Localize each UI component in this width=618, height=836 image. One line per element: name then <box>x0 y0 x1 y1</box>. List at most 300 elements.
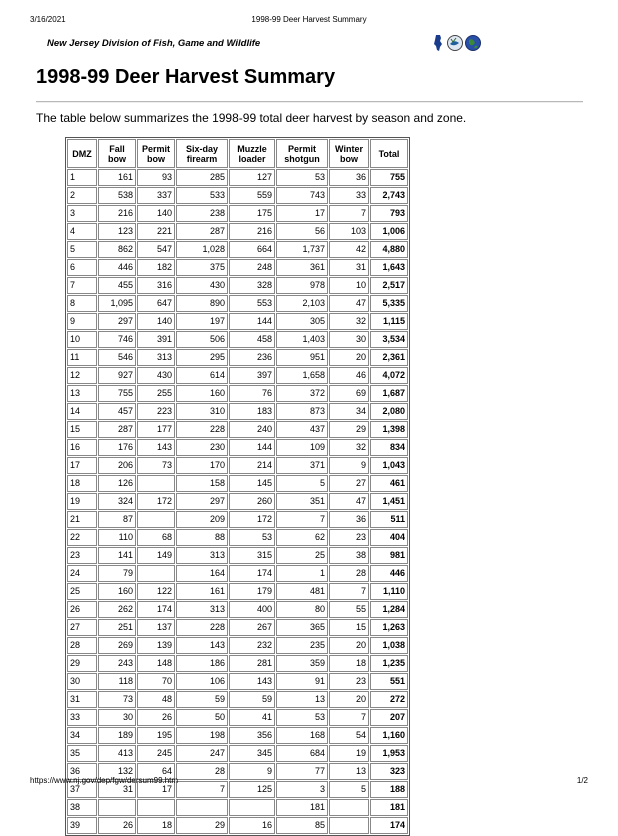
cell-dmz: 18 <box>67 475 97 492</box>
table-row <box>67 655 408 672</box>
cell-permit-shotgun: 305 <box>276 313 328 330</box>
cell-total: 1,953 <box>370 745 408 762</box>
cell-fall-bow: 87 <box>98 511 136 528</box>
cell-muzzle-loader: 240 <box>229 421 275 438</box>
cell-six-day-firearm: 186 <box>176 655 228 672</box>
cell-permit-bow: 255 <box>137 385 175 402</box>
cell-muzzle-loader: 216 <box>229 223 275 240</box>
cell-permit-bow: 430 <box>137 367 175 384</box>
cell-permit-shotgun: 181 <box>276 799 328 816</box>
cell-fall-bow: 243 <box>98 655 136 672</box>
cell-fall-bow: 189 <box>98 727 136 744</box>
cell-muzzle-loader: 144 <box>229 313 275 330</box>
cell-muzzle-loader: 345 <box>229 745 275 762</box>
cell-total: 2,517 <box>370 277 408 294</box>
cell-permit-bow: 391 <box>137 331 175 348</box>
table-row <box>67 673 408 690</box>
cell-total: 4,072 <box>370 367 408 384</box>
cell-total: 3,534 <box>370 331 408 348</box>
cell-permit-shotgun: 437 <box>276 421 328 438</box>
cell-permit-bow: 223 <box>137 403 175 420</box>
cell-winter-bow: 23 <box>329 673 369 690</box>
cell-muzzle-loader: 397 <box>229 367 275 384</box>
page-title: 1998-99 Deer Harvest Summary <box>36 66 336 88</box>
cell-permit-shotgun: 85 <box>276 817 328 834</box>
cell-permit-bow: 182 <box>137 259 175 276</box>
table-row <box>67 601 408 618</box>
col-header-winter-bow: Winter bow <box>329 139 369 168</box>
cell-fall-bow: 110 <box>98 529 136 546</box>
cell-dmz: 11 <box>67 349 97 366</box>
cell-total: 551 <box>370 673 408 690</box>
cell-muzzle-loader: 236 <box>229 349 275 366</box>
table-row <box>67 277 408 294</box>
cell-permit-shotgun: 109 <box>276 439 328 456</box>
cell-dmz: 16 <box>67 439 97 456</box>
cell-muzzle-loader: 260 <box>229 493 275 510</box>
cell-muzzle-loader: 144 <box>229 439 275 456</box>
print-title: 1998-99 Deer Harvest Summary <box>251 15 367 24</box>
cell-dmz: 12 <box>67 367 97 384</box>
col-header-permit-shotgun: Permit shotgun <box>276 139 328 168</box>
horizontal-rule <box>36 101 583 103</box>
cell-muzzle-loader: 559 <box>229 187 275 204</box>
cell-winter-bow: 19 <box>329 745 369 762</box>
cell-six-day-firearm: 88 <box>176 529 228 546</box>
cell-permit-bow: 18 <box>137 817 175 834</box>
cell-dmz: 25 <box>67 583 97 600</box>
cell-total: 1,263 <box>370 619 408 636</box>
cell-six-day-firearm: 310 <box>176 403 228 420</box>
cell-permit-bow: 139 <box>137 637 175 654</box>
cell-permit-shotgun: 371 <box>276 457 328 474</box>
cell-permit-shotgun: 77 <box>276 763 328 780</box>
table-row <box>67 511 408 528</box>
cell-permit-shotgun: 2,103 <box>276 295 328 312</box>
table-row <box>67 169 408 186</box>
print-header <box>30 14 588 26</box>
cell-muzzle-loader: 267 <box>229 619 275 636</box>
cell-winter-bow: 27 <box>329 475 369 492</box>
cell-permit-bow: 140 <box>137 313 175 330</box>
cell-six-day-firearm: 228 <box>176 421 228 438</box>
cell-winter-bow: 103 <box>329 223 369 240</box>
cell-dmz: 15 <box>67 421 97 438</box>
cell-permit-bow: 174 <box>137 601 175 618</box>
cell-fall-bow: 176 <box>98 439 136 456</box>
cell-total: 1,006 <box>370 223 408 240</box>
cell-total: 2,080 <box>370 403 408 420</box>
cell-six-day-firearm: 170 <box>176 457 228 474</box>
cell-permit-shotgun: 7 <box>276 511 328 528</box>
table-row <box>67 205 408 222</box>
cell-six-day-firearm: 106 <box>176 673 228 690</box>
cell-permit-shotgun: 365 <box>276 619 328 636</box>
cell-fall-bow: 262 <box>98 601 136 618</box>
cell-dmz: 9 <box>67 313 97 330</box>
cell-total: 511 <box>370 511 408 528</box>
cell-winter-bow: 5 <box>329 781 369 798</box>
cell-total: 181 <box>370 799 408 816</box>
cell-six-day-firearm: 164 <box>176 565 228 582</box>
cell-six-day-firearm: 297 <box>176 493 228 510</box>
cell-six-day-firearm: 198 <box>176 727 228 744</box>
cell-total: 188 <box>370 781 408 798</box>
cell-dmz: 1 <box>67 169 97 186</box>
cell-muzzle-loader: 328 <box>229 277 275 294</box>
cell-dmz: 26 <box>67 601 97 618</box>
table-row <box>67 457 408 474</box>
intro-text: The table below summarizes the 1998-99 total deer harvest by season and zone. <box>36 111 467 125</box>
cell-six-day-firearm: 533 <box>176 187 228 204</box>
table-row <box>67 223 408 240</box>
cell-winter-bow: 28 <box>329 565 369 582</box>
cell-winter-bow: 54 <box>329 727 369 744</box>
cell-fall-bow: 160 <box>98 583 136 600</box>
cell-fall-bow: 118 <box>98 673 136 690</box>
cell-permit-bow: 64 <box>137 763 175 780</box>
print-footer <box>30 775 588 787</box>
cell-six-day-firearm: 143 <box>176 637 228 654</box>
cell-six-day-firearm: 430 <box>176 277 228 294</box>
table-row <box>67 529 408 546</box>
cell-dmz: 5 <box>67 241 97 258</box>
cell-dmz: 33 <box>67 709 97 726</box>
cell-permit-shotgun: 80 <box>276 601 328 618</box>
cell-fall-bow: 287 <box>98 421 136 438</box>
cell-muzzle-loader <box>229 799 275 816</box>
cell-total: 207 <box>370 709 408 726</box>
cell-fall-bow: 269 <box>98 637 136 654</box>
cell-total: 323 <box>370 763 408 780</box>
cell-dmz: 28 <box>67 637 97 654</box>
cell-permit-bow: 221 <box>137 223 175 240</box>
table-row <box>67 439 408 456</box>
cell-permit-shotgun: 351 <box>276 493 328 510</box>
table-row <box>67 421 408 438</box>
table-row <box>67 331 408 348</box>
cell-winter-bow: 9 <box>329 457 369 474</box>
cell-six-day-firearm: 313 <box>176 547 228 564</box>
cell-total: 461 <box>370 475 408 492</box>
cell-six-day-firearm: 197 <box>176 313 228 330</box>
table-row <box>67 385 408 402</box>
cell-permit-shotgun: 372 <box>276 385 328 402</box>
cell-six-day-firearm: 209 <box>176 511 228 528</box>
table-body <box>67 169 408 834</box>
cell-dmz: 21 <box>67 511 97 528</box>
cell-winter-bow: 7 <box>329 205 369 222</box>
harvest-table <box>65 137 410 836</box>
table-row <box>67 187 408 204</box>
table-row <box>67 619 408 636</box>
cell-total: 174 <box>370 817 408 834</box>
cell-permit-shotgun: 56 <box>276 223 328 240</box>
cell-muzzle-loader: 16 <box>229 817 275 834</box>
cell-six-day-firearm: 50 <box>176 709 228 726</box>
cell-six-day-firearm: 614 <box>176 367 228 384</box>
cell-winter-bow: 36 <box>329 169 369 186</box>
cell-winter-bow: 15 <box>329 619 369 636</box>
cell-total: 1,043 <box>370 457 408 474</box>
cell-six-day-firearm: 506 <box>176 331 228 348</box>
cell-six-day-firearm: 285 <box>176 169 228 186</box>
table-row <box>67 547 408 564</box>
cell-permit-bow: 26 <box>137 709 175 726</box>
cell-dmz: 2 <box>67 187 97 204</box>
cell-winter-bow: 47 <box>329 295 369 312</box>
table-row <box>67 691 408 708</box>
page-number: 1/2 <box>576 776 588 785</box>
cell-six-day-firearm: 161 <box>176 583 228 600</box>
cell-six-day-firearm: 247 <box>176 745 228 762</box>
cell-muzzle-loader: 9 <box>229 763 275 780</box>
cell-fall-bow: 457 <box>98 403 136 420</box>
cell-total: 755 <box>370 169 408 186</box>
cell-total: 834 <box>370 439 408 456</box>
cell-six-day-firearm: 228 <box>176 619 228 636</box>
col-header-total: Total <box>370 139 408 168</box>
cell-dmz: 37 <box>67 781 97 798</box>
cell-muzzle-loader: 400 <box>229 601 275 618</box>
col-header-permit-bow: Permit bow <box>137 139 175 168</box>
cell-six-day-firearm: 1,028 <box>176 241 228 258</box>
cell-six-day-firearm: 230 <box>176 439 228 456</box>
cell-winter-bow: 47 <box>329 493 369 510</box>
cell-winter-bow: 10 <box>329 277 369 294</box>
cell-permit-bow <box>137 799 175 816</box>
table-row <box>67 727 408 744</box>
cell-permit-bow: 122 <box>137 583 175 600</box>
cell-six-day-firearm: 295 <box>176 349 228 366</box>
table-row <box>67 799 408 816</box>
cell-permit-bow: 177 <box>137 421 175 438</box>
cell-six-day-firearm: 28 <box>176 763 228 780</box>
cell-fall-bow: 132 <box>98 763 136 780</box>
cell-fall-bow: 216 <box>98 205 136 222</box>
cell-fall-bow: 413 <box>98 745 136 762</box>
table-row <box>67 313 408 330</box>
table-header-row <box>67 139 408 168</box>
cell-dmz: 14 <box>67 403 97 420</box>
cell-winter-bow <box>329 817 369 834</box>
cell-permit-shotgun: 17 <box>276 205 328 222</box>
cell-permit-bow: 313 <box>137 349 175 366</box>
header-icons <box>432 34 482 52</box>
cell-dmz: 23 <box>67 547 97 564</box>
cell-total: 1,235 <box>370 655 408 672</box>
cell-permit-shotgun: 359 <box>276 655 328 672</box>
table-row <box>67 475 408 492</box>
cell-muzzle-loader: 664 <box>229 241 275 258</box>
cell-total: 1,284 <box>370 601 408 618</box>
cell-muzzle-loader: 127 <box>229 169 275 186</box>
cell-total: 404 <box>370 529 408 546</box>
cell-winter-bow: 29 <box>329 421 369 438</box>
cell-dmz: 19 <box>67 493 97 510</box>
cell-muzzle-loader: 143 <box>229 673 275 690</box>
cell-six-day-firearm <box>176 799 228 816</box>
cell-dmz: 17 <box>67 457 97 474</box>
cell-muzzle-loader: 59 <box>229 691 275 708</box>
cell-dmz: 13 <box>67 385 97 402</box>
cell-fall-bow: 324 <box>98 493 136 510</box>
cell-winter-bow: 30 <box>329 331 369 348</box>
cell-fall-bow: 446 <box>98 259 136 276</box>
page-url: https://www.nj.gov/dep/fgw/dersum99.htm <box>30 776 179 785</box>
cell-permit-bow: 172 <box>137 493 175 510</box>
cell-winter-bow: 31 <box>329 259 369 276</box>
cell-fall-bow: 31 <box>98 781 136 798</box>
cell-fall-bow: 862 <box>98 241 136 258</box>
cell-dmz: 36 <box>67 763 97 780</box>
cell-permit-bow: 647 <box>137 295 175 312</box>
cell-dmz: 24 <box>67 565 97 582</box>
cell-six-day-firearm: 7 <box>176 781 228 798</box>
cell-muzzle-loader: 179 <box>229 583 275 600</box>
cell-winter-bow: 20 <box>329 691 369 708</box>
cell-winter-bow: 18 <box>329 655 369 672</box>
cell-fall-bow: 126 <box>98 475 136 492</box>
cell-six-day-firearm: 287 <box>176 223 228 240</box>
cell-permit-bow: 316 <box>137 277 175 294</box>
cell-fall-bow: 455 <box>98 277 136 294</box>
cell-permit-bow: 149 <box>137 547 175 564</box>
cell-permit-bow: 245 <box>137 745 175 762</box>
cell-permit-shotgun: 53 <box>276 709 328 726</box>
cell-total: 793 <box>370 205 408 222</box>
table-row <box>67 403 408 420</box>
cell-total: 2,361 <box>370 349 408 366</box>
cell-total: 1,160 <box>370 727 408 744</box>
cell-dmz: 31 <box>67 691 97 708</box>
cell-permit-shotgun: 1,658 <box>276 367 328 384</box>
cell-total: 1,687 <box>370 385 408 402</box>
cell-winter-bow: 7 <box>329 583 369 600</box>
cell-dmz: 4 <box>67 223 97 240</box>
cell-total: 446 <box>370 565 408 582</box>
table-row <box>67 565 408 582</box>
col-header-muzzle-loader: Muzzle loader <box>229 139 275 168</box>
cell-permit-shotgun: 53 <box>276 169 328 186</box>
cell-permit-shotgun: 743 <box>276 187 328 204</box>
cell-total: 1,643 <box>370 259 408 276</box>
cell-six-day-firearm: 158 <box>176 475 228 492</box>
cell-total: 981 <box>370 547 408 564</box>
cell-six-day-firearm: 313 <box>176 601 228 618</box>
table-row <box>67 583 408 600</box>
cell-permit-shotgun: 951 <box>276 349 328 366</box>
cell-muzzle-loader: 553 <box>229 295 275 312</box>
cell-dmz: 27 <box>67 619 97 636</box>
cell-permit-shotgun: 684 <box>276 745 328 762</box>
cell-fall-bow <box>98 799 136 816</box>
cell-dmz: 30 <box>67 673 97 690</box>
cell-total: 1,038 <box>370 637 408 654</box>
nj-state-icon[interactable] <box>434 35 442 51</box>
cell-winter-bow: 34 <box>329 403 369 420</box>
cell-total: 272 <box>370 691 408 708</box>
table-row <box>67 709 408 726</box>
cell-fall-bow: 30 <box>98 709 136 726</box>
cell-total: 2,743 <box>370 187 408 204</box>
cell-dmz: 38 <box>67 799 97 816</box>
cell-permit-shotgun: 3 <box>276 781 328 798</box>
cell-permit-shotgun: 25 <box>276 547 328 564</box>
cell-permit-shotgun: 1 <box>276 565 328 582</box>
cell-fall-bow: 141 <box>98 547 136 564</box>
cell-permit-bow <box>137 475 175 492</box>
cell-muzzle-loader: 172 <box>229 511 275 528</box>
cell-permit-bow: 547 <box>137 241 175 258</box>
cell-fall-bow: 746 <box>98 331 136 348</box>
cell-fall-bow: 79 <box>98 565 136 582</box>
cell-fall-bow: 927 <box>98 367 136 384</box>
cell-permit-bow: 143 <box>137 439 175 456</box>
cell-permit-bow: 195 <box>137 727 175 744</box>
cell-permit-bow: 48 <box>137 691 175 708</box>
cell-dmz: 29 <box>67 655 97 672</box>
cell-muzzle-loader: 76 <box>229 385 275 402</box>
cell-winter-bow: 46 <box>329 367 369 384</box>
cell-permit-shotgun: 361 <box>276 259 328 276</box>
col-header-dmz: DMZ <box>67 139 97 168</box>
cell-permit-bow: 337 <box>137 187 175 204</box>
globe-icon[interactable] <box>466 36 481 51</box>
cell-muzzle-loader: 174 <box>229 565 275 582</box>
cell-six-day-firearm: 890 <box>176 295 228 312</box>
cell-winter-bow <box>329 799 369 816</box>
cell-winter-bow: 32 <box>329 439 369 456</box>
cell-fall-bow: 297 <box>98 313 136 330</box>
cell-dmz: 7 <box>67 277 97 294</box>
cell-permit-shotgun: 62 <box>276 529 328 546</box>
cell-muzzle-loader: 53 <box>229 529 275 546</box>
col-header-fall-bow: Fall bow <box>98 139 136 168</box>
cell-dmz: 10 <box>67 331 97 348</box>
cell-dmz: 39 <box>67 817 97 834</box>
cell-fall-bow: 206 <box>98 457 136 474</box>
cell-dmz: 34 <box>67 727 97 744</box>
table-row <box>67 493 408 510</box>
cell-total: 1,398 <box>370 421 408 438</box>
cell-winter-bow: 7 <box>329 709 369 726</box>
cell-winter-bow: 20 <box>329 349 369 366</box>
cell-winter-bow: 55 <box>329 601 369 618</box>
fish-game-logo-icon[interactable] <box>448 36 463 51</box>
cell-total: 1,451 <box>370 493 408 510</box>
cell-winter-bow: 42 <box>329 241 369 258</box>
cell-permit-shotgun: 1,403 <box>276 331 328 348</box>
cell-winter-bow: 20 <box>329 637 369 654</box>
cell-fall-bow: 546 <box>98 349 136 366</box>
table-row <box>67 295 408 312</box>
cell-muzzle-loader: 458 <box>229 331 275 348</box>
table-row <box>67 817 408 834</box>
cell-winter-bow: 33 <box>329 187 369 204</box>
print-date: 3/16/2021 <box>30 15 66 24</box>
cell-six-day-firearm: 238 <box>176 205 228 222</box>
cell-muzzle-loader: 175 <box>229 205 275 222</box>
cell-permit-shotgun: 91 <box>276 673 328 690</box>
cell-muzzle-loader: 145 <box>229 475 275 492</box>
cell-permit-shotgun: 235 <box>276 637 328 654</box>
cell-fall-bow: 251 <box>98 619 136 636</box>
cell-six-day-firearm: 29 <box>176 817 228 834</box>
cell-permit-shotgun: 13 <box>276 691 328 708</box>
cell-fall-bow: 73 <box>98 691 136 708</box>
cell-muzzle-loader: 214 <box>229 457 275 474</box>
